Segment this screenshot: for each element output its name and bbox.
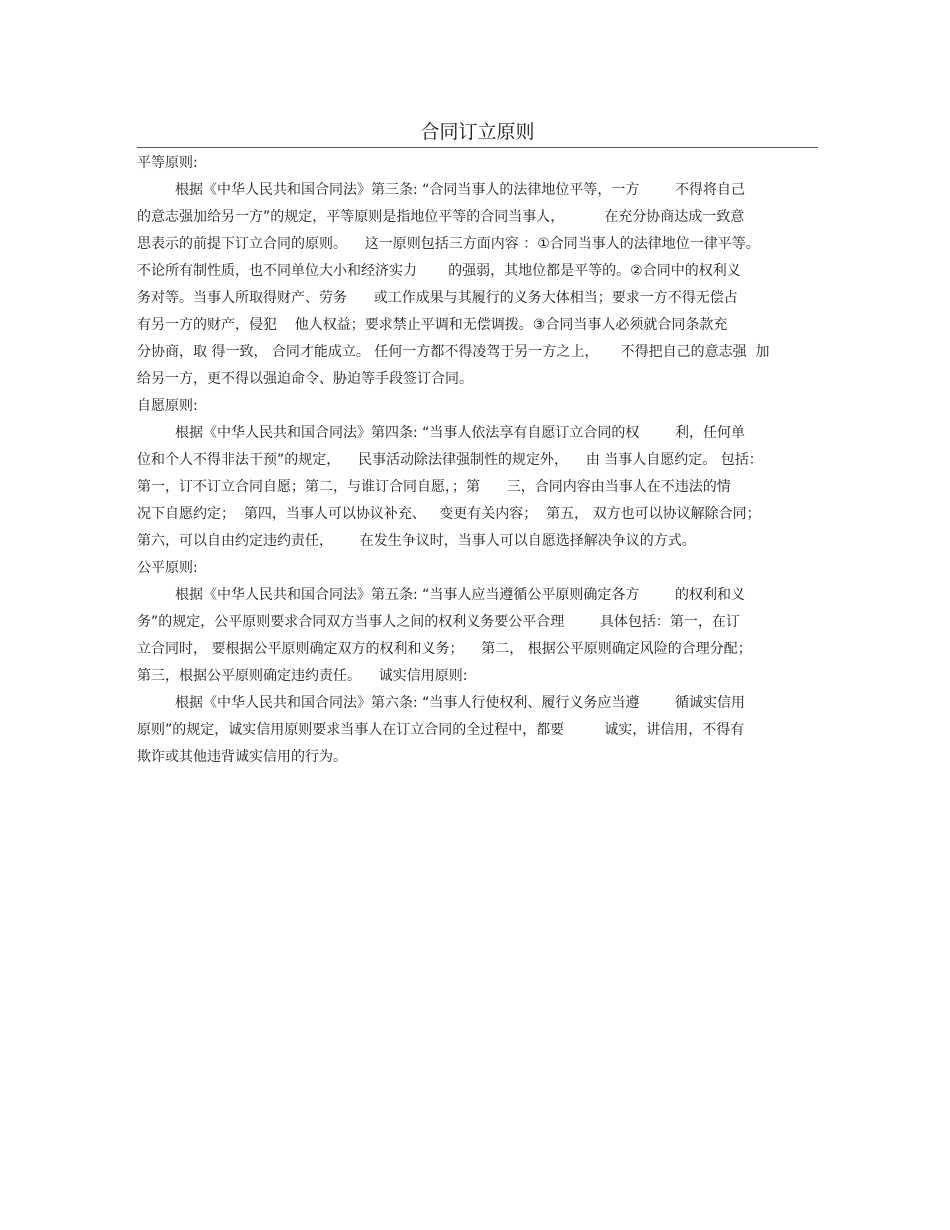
paragraph-line: 根据《中华人民共和国合同法》第三条: “合同当事人的法律地位平等，一方 不得将自己	[175, 182, 746, 198]
paragraph-line: 第三，根据公平原则确定违约责任。 诚实信用原则:	[137, 668, 468, 684]
paragraph-line: 欺诈或其他违背诚实信用的行为。	[137, 749, 347, 765]
paragraph-line: 不论所有制性质，也不同单位大小和经济实力 的强弱，其地位都是平等的。②合同中的权利义	[137, 263, 741, 279]
paragraph-line: 原则”的规定，诚实信用原则要求当事人在订立合同的全过程中，都要 诚实，讲信用，不得有	[137, 722, 745, 738]
paragraph-line: 第六，可以自由约定违约责任， 在发生争议时，当事人可以自愿选择解决争议的方式。	[137, 533, 696, 549]
document-body	[137, 150, 818, 771]
section-heading: 自愿原则:	[137, 398, 198, 414]
paragraph-line: 务对等。当事人所取得财产、劳务 或工作成果与其履行的义务大体相当；要求一方不得无偿占	[137, 290, 738, 306]
paragraph-line: 况下自愿约定； 第四，当事人可以协议补充、 变更有关内容； 第五， 双方也可以协议解除合同；	[137, 506, 761, 522]
paragraph-line: 务”的规定，公平原则要求合同双方当事人之间的权利义务要公平合理 具体包括：第一，在订	[137, 614, 740, 630]
paragraph-line: 第一，订不订立合同自愿；第二，与谁订合同自愿，；第 三，合同内容由当事人在不违法的情	[137, 479, 731, 495]
paragraph-line: 给另一方，更不得以强迫命令、胁迫等手段签订合同。	[137, 371, 473, 387]
section-heading: 平等原则:	[137, 155, 198, 171]
paragraph-line: 立合同时， 要根据公平原则确定双方的权利和义务； 第二， 根据公平原则确定风险的合理分配；	[137, 641, 752, 657]
paragraph-line: 位和个人不得非法干预”的规定， 民事活动除法律强制性的规定外， 由 当事人自愿约定。 包括：	[137, 452, 763, 468]
paragraph-line: 根据《中华人民共和国合同法》第六条: “当事人行使权利、履行义务应当遵 循诚实信用	[175, 695, 746, 711]
document-title: 合同订立原则	[420, 121, 535, 143]
paragraph-line: 思表示的前提下订立合同的原则。 这一原则包括三方面内容 ：①合同当事人的法律地位一律平等。	[137, 236, 760, 252]
paragraph-line: 根据《中华人民共和国合同法》第五条: “当事人应当遵循公平原则确定各方 的权利和义	[175, 587, 746, 603]
paragraph-line: 根据《中华人民共和国合同法》第四条: “当事人依法享有自愿订立合同的权 利，任何单	[175, 425, 746, 441]
paragraph-line: 分协商，取 得一致， 合同才能成立。 任何一方都不得凌驾于另一方之上， 不得把自己的意志强 加	[137, 344, 770, 360]
title-divider	[137, 147, 818, 148]
paragraph-line: 有另一方的财产，侵犯 他人权益；要求禁止平调和无偿调拨。③合同当事人必须就合同条款充	[137, 317, 728, 333]
paragraph-line: 的意志强加给另一方”的规定，平等原则是指地位平等的合同当事人， 在充分协商达成一致意	[137, 209, 745, 225]
section-heading: 公平原则:	[137, 560, 198, 576]
